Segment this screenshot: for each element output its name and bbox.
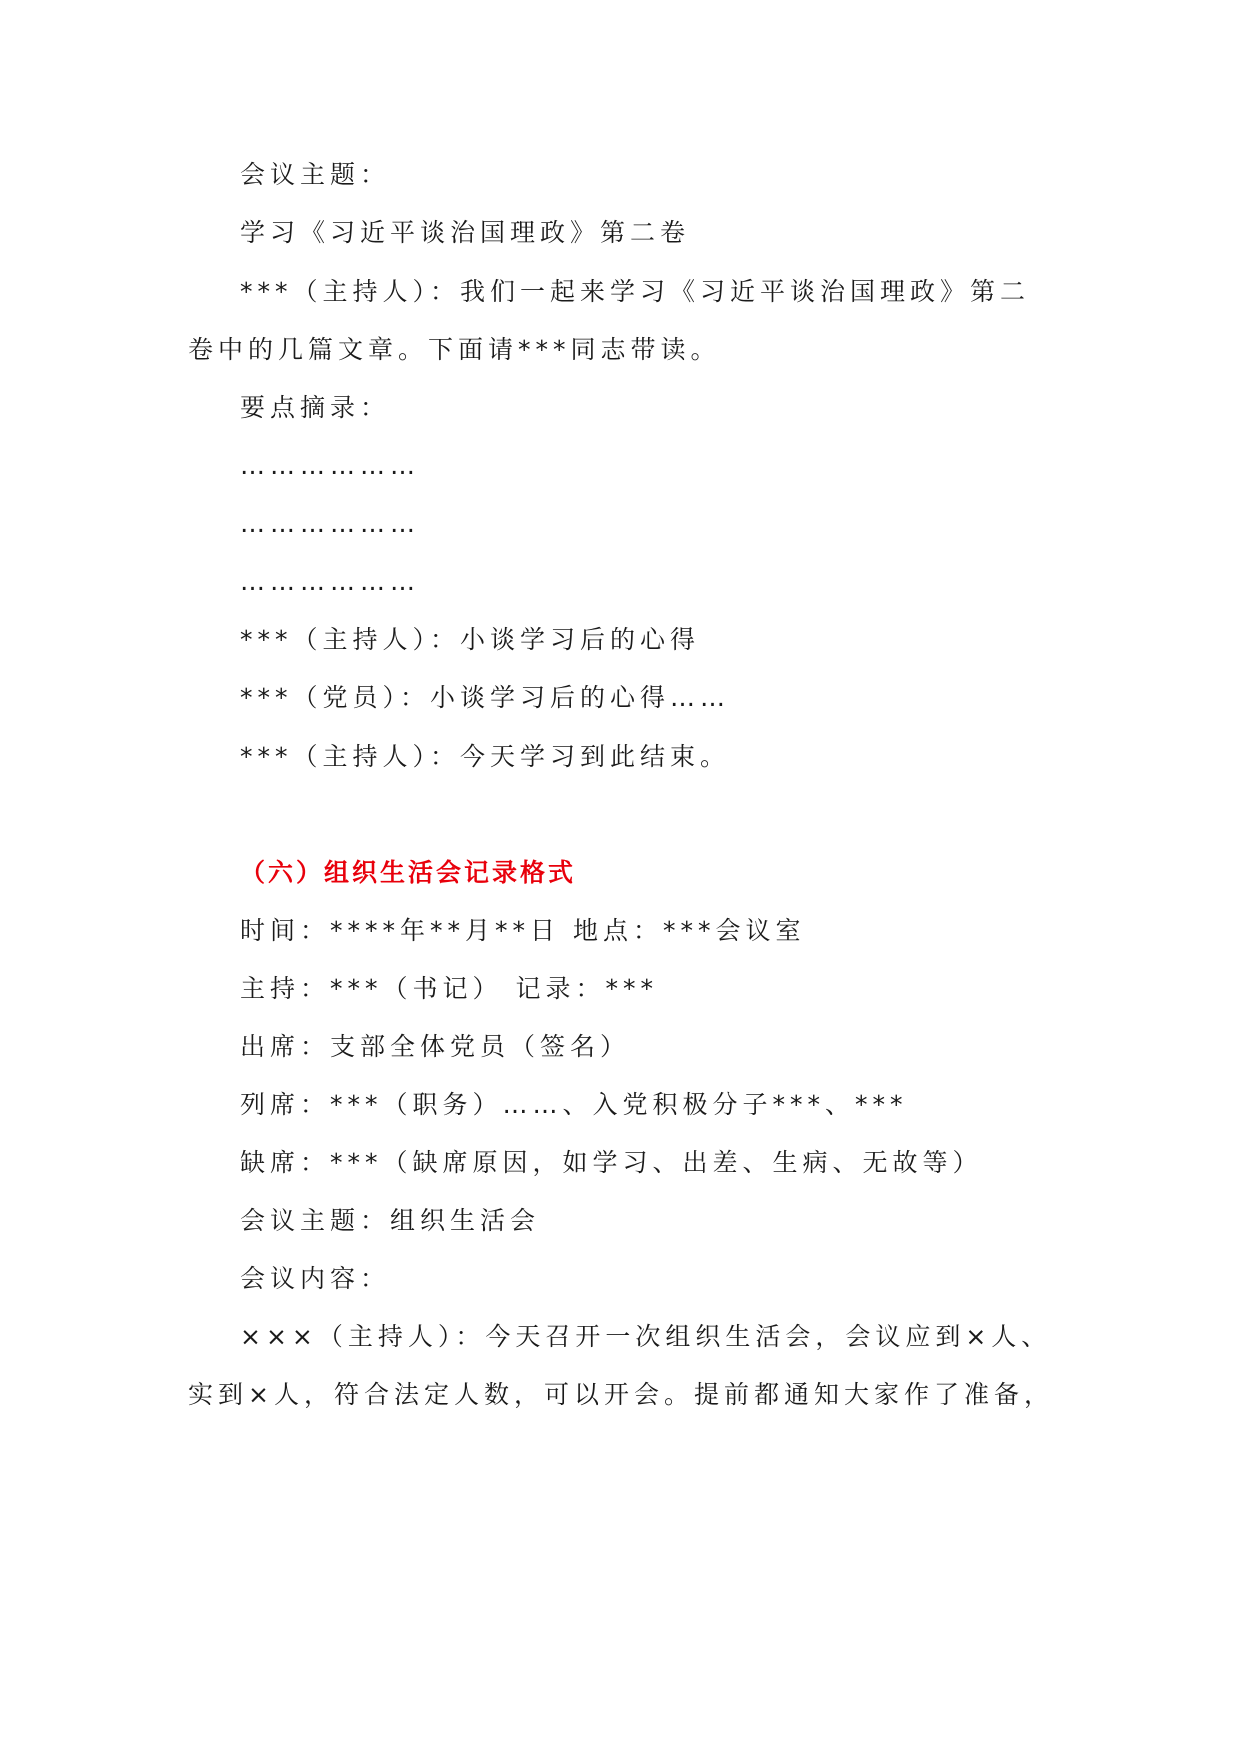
excerpt-ellipsis-2: ……………… xyxy=(240,509,420,538)
host-opening-line-2: 实到×人，符合法定人数，可以开会。提前都通知大家作了准备， xyxy=(188,1380,1054,1409)
absence: 缺席：***（缺席原因，如学习、出差、生病、无故等） xyxy=(240,1148,983,1177)
host-recorder: 主持：***（书记） 记录：*** xyxy=(240,974,658,1003)
host-intro-line-2: 卷中的几篇文章。下面请***同志带读。 xyxy=(188,335,721,364)
attendance: 出席：支部全体党员（签名） xyxy=(240,1032,631,1061)
host-end: ***（主持人）：今天学习到此结束。 xyxy=(240,742,731,771)
section-heading: （六）组织生活会记录格式 xyxy=(240,858,577,887)
time-place: 时间：****年**月**日 地点：***会议室 xyxy=(240,916,806,945)
host-intro-line-1: ***（主持人）：我们一起来学习《习近平谈治国理政》第二 xyxy=(240,277,1031,306)
meeting-topic: 学习《习近平谈治国理政》第二卷 xyxy=(240,218,691,247)
host-opening-line-1: ×××（主持人）：今天召开一次组织生活会，会议应到×人、 xyxy=(240,1322,1052,1351)
observers: 列席：***（职务）……、入党积极分子***、*** xyxy=(240,1090,908,1119)
meeting-content-label: 会议内容： xyxy=(240,1264,391,1293)
host-talk: ***（主持人）：小谈学习后的心得 xyxy=(240,625,701,654)
excerpt-label: 要点摘录： xyxy=(240,393,391,422)
meeting-topic-label: 会议主题： xyxy=(240,160,391,189)
organization-topic: 会议主题：组织生活会 xyxy=(240,1206,541,1235)
excerpt-ellipsis-3: ……………… xyxy=(240,567,420,596)
member-talk: ***（党员）：小谈学习后的心得…… xyxy=(240,683,731,712)
excerpt-ellipsis-1: ……………… xyxy=(240,451,420,480)
